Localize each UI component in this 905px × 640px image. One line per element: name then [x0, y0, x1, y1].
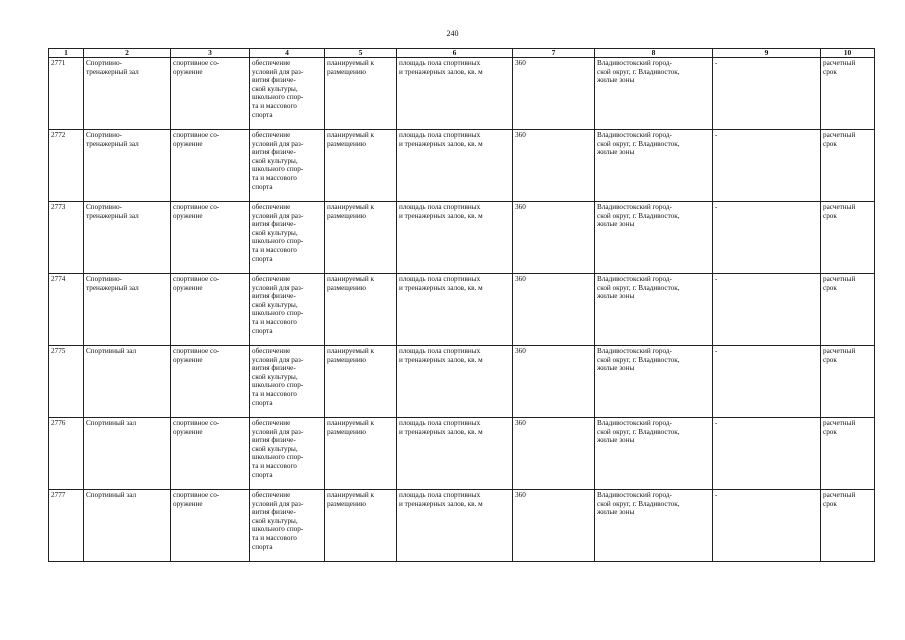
row-number: 2773: [49, 202, 84, 274]
object-type: спортивное со- оружение: [171, 274, 250, 346]
term: расчетный срок: [821, 346, 875, 418]
column-9-value: -: [713, 274, 821, 346]
object-name: Спортивно- тренажерный зал: [84, 202, 171, 274]
location: Владивостокский город- ской округ, г. Владивосток, жилые зоны: [595, 346, 713, 418]
column-9-value: -: [713, 418, 821, 490]
column-9-value: -: [713, 490, 821, 562]
row-number: 2776: [49, 418, 84, 490]
row-number: 2774: [49, 274, 84, 346]
column-9-value: -: [713, 58, 821, 130]
object-type: спортивное со- оружение: [171, 490, 250, 562]
object-purpose: обеспечение условий для раз- вития физиче- ской культуры, школьного спор- та и массового спорта: [250, 418, 325, 490]
table-row: [49, 274, 875, 346]
column-header: 5: [325, 49, 397, 58]
column-header: 7: [513, 49, 595, 58]
capacity-parameter: площадь пола спортивных и тренажерных залов, кв. м: [397, 346, 513, 418]
capacity-value: 360: [513, 202, 595, 274]
object-status: планируемый к размещению: [325, 418, 397, 490]
object-status: планируемый к размещению: [325, 58, 397, 130]
capacity-parameter: площадь пола спортивных и тренажерных залов, кв. м: [397, 418, 513, 490]
header-row: [49, 49, 875, 58]
object-type: спортивное со- оружение: [171, 418, 250, 490]
object-purpose: обеспечение условий для раз- вития физиче- ской культуры, школьного спор- та и массового спорта: [250, 130, 325, 202]
object-purpose: обеспечение условий для раз- вития физиче- ской культуры, школьного спор- та и массового спорта: [250, 274, 325, 346]
capacity-value: 360: [513, 130, 595, 202]
object-status: планируемый к размещению: [325, 202, 397, 274]
column-header: 9: [713, 49, 821, 58]
objects-table: [48, 48, 875, 562]
capacity-value: 360: [513, 58, 595, 130]
column-9-value: -: [713, 130, 821, 202]
column-9-value: -: [713, 202, 821, 274]
column-header: 6: [397, 49, 513, 58]
object-status: планируемый к размещению: [325, 346, 397, 418]
column-header: 1: [49, 49, 84, 58]
object-type: спортивное со- оружение: [171, 346, 250, 418]
object-type: спортивное со- оружение: [171, 202, 250, 274]
object-name: Спортивный зал: [84, 418, 171, 490]
object-status: планируемый к размещению: [325, 130, 397, 202]
object-name: Спортивно- тренажерный зал: [84, 274, 171, 346]
capacity-parameter: площадь пола спортивных и тренажерных залов, кв. м: [397, 58, 513, 130]
term: расчетный срок: [821, 58, 875, 130]
object-type: спортивное со- оружение: [171, 58, 250, 130]
object-name: Спортивный зал: [84, 490, 171, 562]
object-type: спортивное со- оружение: [171, 130, 250, 202]
page-number: 240: [446, 29, 459, 38]
capacity-value: 360: [513, 346, 595, 418]
row-number: 2777: [49, 490, 84, 562]
table-row: [49, 202, 875, 274]
column-header: 2: [84, 49, 171, 58]
term: расчетный срок: [821, 202, 875, 274]
object-purpose: обеспечение условий для раз- вития физиче- ской культуры, школьного спор- та и массового спорта: [250, 346, 325, 418]
table-row: [49, 58, 875, 130]
term: расчетный срок: [821, 274, 875, 346]
capacity-parameter: площадь пола спортивных и тренажерных залов, кв. м: [397, 274, 513, 346]
object-purpose: обеспечение условий для раз- вития физиче- ской культуры, школьного спор- та и массового спорта: [250, 58, 325, 130]
capacity-parameter: площадь пола спортивных и тренажерных залов, кв. м: [397, 130, 513, 202]
location: Владивостокский город- ской округ, г. Владивосток, жилые зоны: [595, 490, 713, 562]
term: расчетный срок: [821, 418, 875, 490]
object-name: Спортивно- тренажерный зал: [84, 130, 171, 202]
column-9-value: -: [713, 346, 821, 418]
capacity-parameter: площадь пола спортивных и тренажерных залов, кв. м: [397, 202, 513, 274]
object-purpose: обеспечение условий для раз- вития физиче- ской культуры, школьного спор- та и массового спорта: [250, 202, 325, 274]
location: Владивостокский город- ской округ, г. Владивосток, жилые зоны: [595, 418, 713, 490]
term: расчетный срок: [821, 490, 875, 562]
table-row: [49, 130, 875, 202]
object-name: Спортивный зал: [84, 346, 171, 418]
capacity-value: 360: [513, 274, 595, 346]
object-status: планируемый к размещению: [325, 490, 397, 562]
column-header: 10: [821, 49, 875, 58]
row-number: 2775: [49, 346, 84, 418]
row-number: 2771: [49, 58, 84, 130]
capacity-value: 360: [513, 418, 595, 490]
capacity-value: 360: [513, 490, 595, 562]
table-row: [49, 346, 875, 418]
object-status: планируемый к размещению: [325, 274, 397, 346]
column-header: 3: [171, 49, 250, 58]
row-number: 2772: [49, 130, 84, 202]
column-header: 4: [250, 49, 325, 58]
term: расчетный срок: [821, 130, 875, 202]
table-row: [49, 418, 875, 490]
capacity-parameter: площадь пола спортивных и тренажерных залов, кв. м: [397, 490, 513, 562]
object-name: Спортивно- тренажерный зал: [84, 58, 171, 130]
column-header: 8: [595, 49, 713, 58]
table-row: [49, 490, 875, 562]
location: Владивостокский город- ской округ, г. Владивосток, жилые зоны: [595, 202, 713, 274]
object-purpose: обеспечение условий для раз- вития физиче- ской культуры, школьного спор- та и массового спорта: [250, 490, 325, 562]
location: Владивостокский город- ской округ, г. Владивосток, жилые зоны: [595, 274, 713, 346]
location: Владивостокский город- ской округ, г. Владивосток, жилые зоны: [595, 130, 713, 202]
location: Владивостокский город- ской округ, г. Владивосток, жилые зоны: [595, 58, 713, 130]
